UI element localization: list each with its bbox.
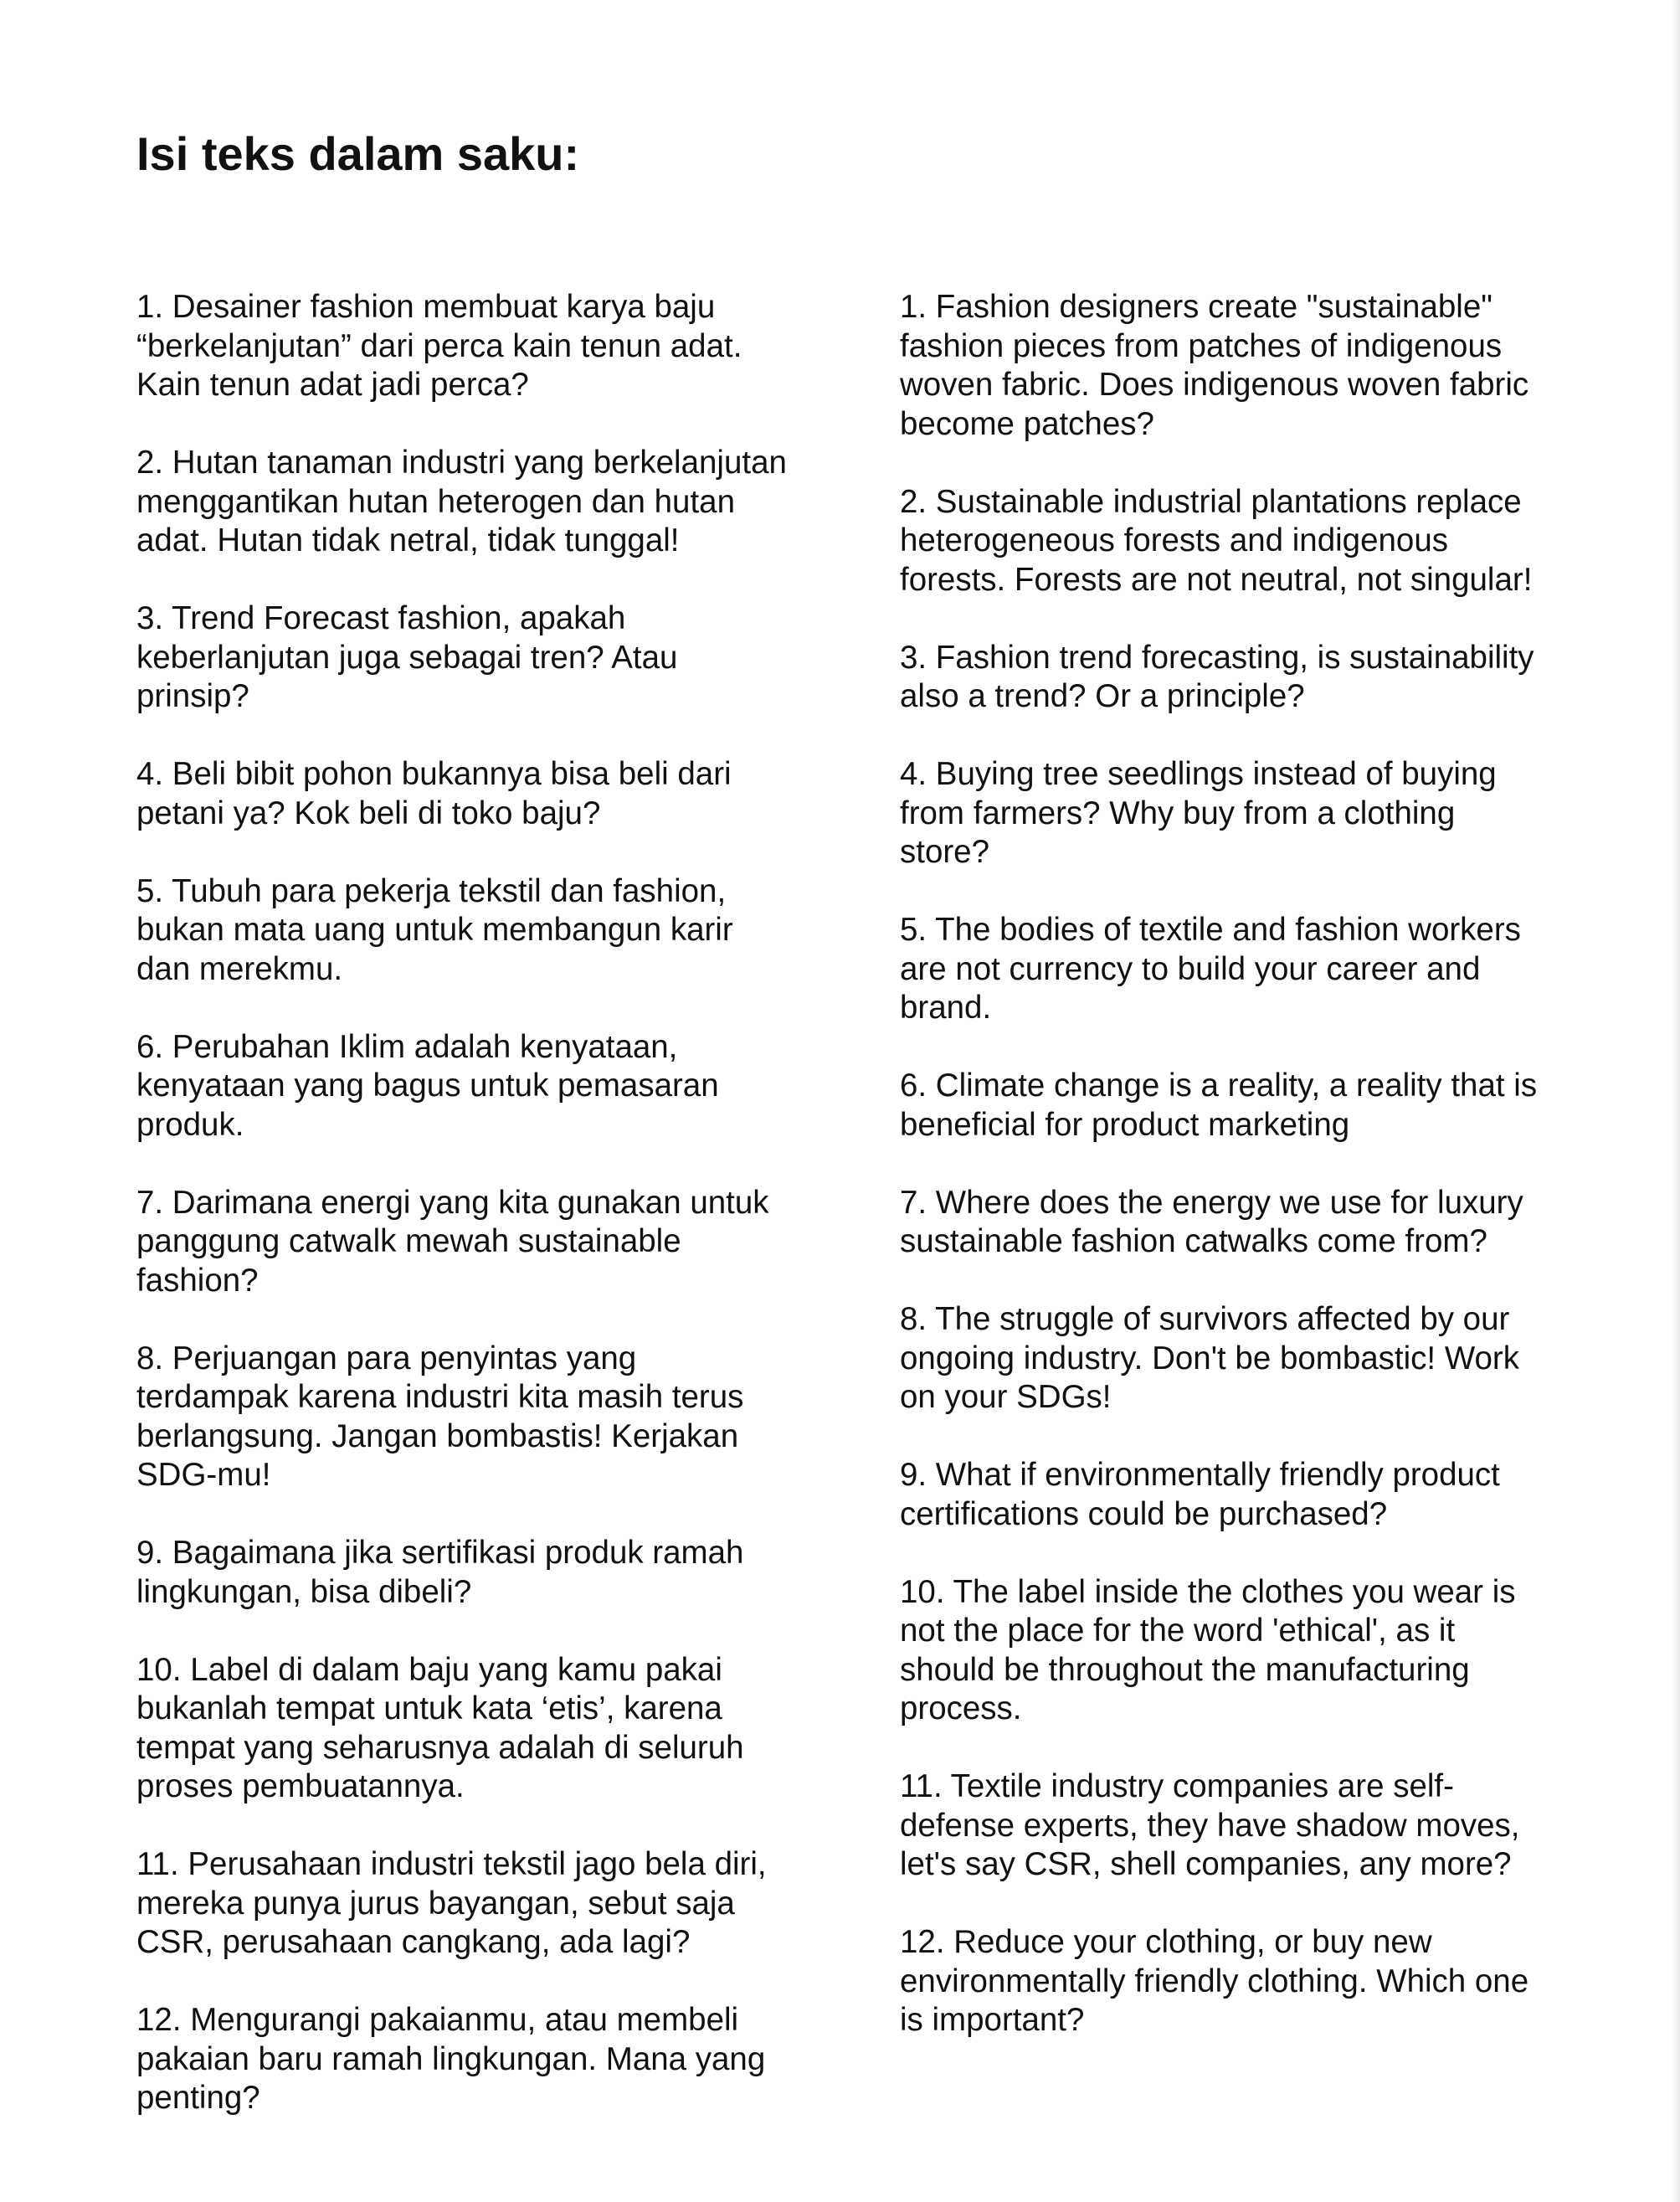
indonesian-item-7: 7. Darimana energi yang kita gunakan untuk panggung catwalk mewah sustainable fashion? bbox=[136, 1184, 769, 1299]
english-item-6: 6. Climate change is a reality, a reality that is beneficial for product marketing bbox=[900, 1068, 1538, 1143]
indonesian-item-1: 1. Desainer fashion membuat karya baju “berkelanjutan” dari perca kain tenun adat. Kain tenun adat jadi perca? bbox=[136, 289, 742, 403]
english-item-5: 5. The bodies of textile and fashion workers are not currency to build your career and brand. bbox=[900, 912, 1521, 1026]
english-item-3: 3. Fashion trend forecasting, is sustainability also a trend? Or a principle? bbox=[900, 639, 1534, 714]
english-item-11: 11. Textile industry companies are self- defense experts, they have shadow moves, let's say CSR, shell companies, any more? bbox=[900, 1768, 1520, 1882]
indonesian-item-12: 12. Mengurangi pakaianmu, atau membeli pakaian baru ramah lingkungan. Mana yang penting? bbox=[136, 2002, 766, 2116]
english-item-8: 8. The struggle of survivors affected by our ongoing industry. Don't be bombastic! Work on your SDGs! bbox=[900, 1301, 1519, 1415]
page-title: Isi teks dalam saku: bbox=[136, 127, 580, 180]
english-item-9: 9. What if environmentally friendly product certifications could be purchased? bbox=[900, 1457, 1500, 1532]
indonesian-text-column bbox=[136, 288, 806, 2118]
indonesian-item-9: 9. Bagaimana jika sertifikasi produk ramah lingkungan, bisa dibeli? bbox=[136, 1535, 744, 1610]
indonesian-item-5: 5. Tubuh para pekerja tekstil dan fashion, bukan mata uang untuk membangun karir dan merekmu. bbox=[136, 872, 733, 987]
indonesian-item-10: 10. Label di dalam baju yang kamu pakai bukanlah tempat untuk kata ‘etis’, karena tempat yang seharusnya adalah di seluruh proses pembuatannya. bbox=[136, 1651, 744, 1804]
indonesian-item-4: 4. Beli bibit pohon bukannya bisa beli dari petani ya? Kok beli di toko baju? bbox=[136, 756, 732, 831]
english-item-4: 4. Buying tree seedlings instead of buying from farmers? Why buy from a clothing store? bbox=[900, 756, 1497, 870]
page-edge-shadow bbox=[1672, 0, 1680, 2202]
indonesian-item-8: 8. Perjuangan para penyintas yang terdampak karena industri kita masih terus berlangsung. Jangan bombastis! Kerjakan SDG-mu! bbox=[136, 1340, 744, 1493]
indonesian-item-2: 2. Hutan tanaman industri yang berkelanjutan menggantikan hutan heterogen dan hutan adat. Hutan tidak netral, tidak tunggal! bbox=[136, 445, 787, 558]
indonesian-item-11: 11. Perusahaan industri tekstil jago bela diri, mereka punya jurus bayangan, sebut saja CSR, perusahaan cangkang, ada lagi? bbox=[136, 1846, 767, 1960]
english-item-7: 7. Where does the energy we use for luxury sustainable fashion catwalks come from? bbox=[900, 1184, 1523, 1259]
indonesian-item-6: 6. Perubahan Iklim adalah kenyataan, kenyataan yang bagus untuk pemasaran produk. bbox=[136, 1028, 719, 1143]
english-item-2: 2. Sustainable industrial plantations replace heterogeneous forests and indigenous forests. Forests are not neutral, not singular! bbox=[900, 483, 1533, 598]
english-item-12: 12. Reduce your clothing, or buy new environmentally friendly clothing. Which one is important? bbox=[900, 1924, 1529, 2038]
english-item-10: 10. The label inside the clothes you wear is not the place for the word 'ethical', as it should be throughout the manufacturing process. bbox=[900, 1573, 1516, 1726]
indonesian-item-3: 3. Trend Forecast fashion, apakah keberlanjutan juga sebagai tren? Atau prinsip? bbox=[136, 600, 678, 714]
english-item-1: 1. Fashion designers create "sustainable" fashion pieces from patches of indigenous woven fabric. Does indigenous woven fabric become patches? bbox=[900, 289, 1529, 442]
english-text-column bbox=[900, 288, 1570, 2040]
